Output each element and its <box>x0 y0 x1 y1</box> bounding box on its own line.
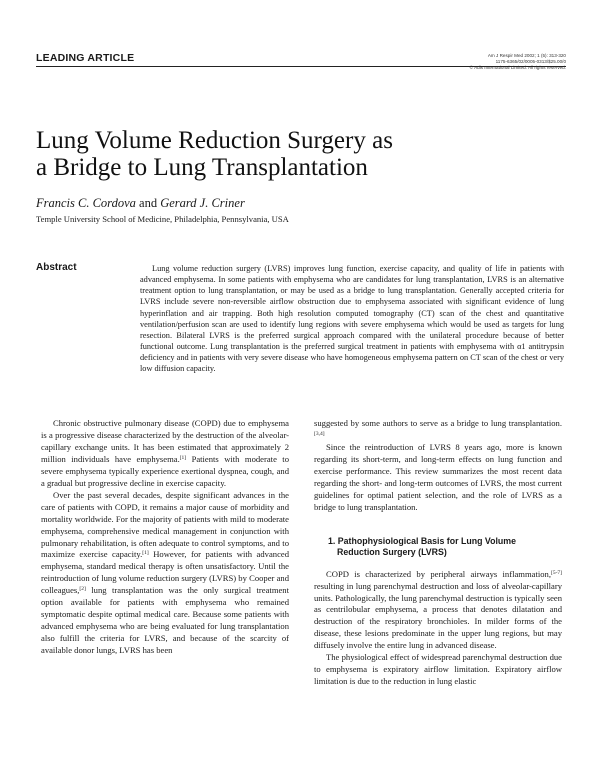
body-text: The physiological effect of widespread parenchymal destruction due to emphysema is expiratory airflow limitation. Expiratory airflow limitation is due to the reduction in lung elastic <box>314 652 562 687</box>
author-name: Gerard J. Criner <box>160 196 245 210</box>
journal-issn-line: 1175-6365/02/0005-0313/$25.00/0 <box>495 59 566 65</box>
header-rule <box>36 66 566 67</box>
body-paragraph <box>314 569 562 653</box>
section-heading-line: 1. Pathophysiological Basis for Lung Volume <box>328 535 517 546</box>
body-text: Over the past several decades, despite significant advances in the care of patients with COPD, it remains a major cause of morbidity and mortality worldwide. For the majority of patients with mild to moderate emphysema, comprehensive medical management in conjunction with pulmonary rehabilitation, is often adequate to control symptoms, and to maximize exercise capacity. <box>41 489 289 560</box>
body-paragraph <box>314 442 562 514</box>
body-paragraph <box>41 418 289 490</box>
title-line: Lung Volume Reduction Surgery as <box>36 127 393 154</box>
body-paragraph <box>41 490 289 657</box>
body-column-right <box>314 418 562 688</box>
body-text: Chronic obstructive pulmonary disease (COPD) due to emphysema is a progressive disease characterized by the destruction of the alveolar-capillary exchange units. It has been estimated that approximately 2 million individuals have emphysema. <box>41 418 289 464</box>
section-label: LEADING ARTICLE <box>36 52 135 64</box>
citation-ref[interactable]: [1] <box>142 550 149 557</box>
body-paragraph <box>314 418 562 442</box>
citation-ref[interactable]: [5-7] <box>551 569 562 576</box>
body-text: suggested by some authors to serve as a bridge to lung transplantation. <box>314 418 562 428</box>
article-title <box>36 127 576 181</box>
abstract-text: Lung volume reduction surgery (LVRS) improves lung function, exercise capacity, and quality of life in patients with advanced emphysema. In some patients with emphysema who are candidates for lung transplantation, LVRS is an alternative treatment option to lung transplantation, or may be used as a bridge to lung transplantation. Generally accepted criteria for LVRS include severe non-reversible airflow obstruction due to emphysema associated with significant evidence of lung hyperinflation and air trapping. Both high resolution computed tomography (CT) scan of the chest and quantitative ventilation/perfusion scan are used to identify lung regions with severe emphysema which would be used as targets for lung resection. Bilateral LVRS is the preferred surgical approach compared with the unilateral procedure because of better functional outcome. Lung transplantation is the preferred surgical treatment in patients with emphysema with α1 antitrypsin deficiency and in patients with very severe disease who have homogeneous emphysema pattern on CT scan of the chest or very low diffusion capacity. <box>140 264 564 374</box>
abstract-heading: Abstract <box>36 262 77 273</box>
section-heading <box>328 536 562 559</box>
copyright-line: © Adis International Limited. All rights reserved. <box>469 65 566 71</box>
body-paragraph <box>314 652 562 688</box>
journal-citation <box>470 53 566 72</box>
body-text: Since the reintroduction of LVRS 8 years ago, more is known regarding its short-term, and long-term effects on lung function and exercise performance. This review summarizes the most recent data regarding the short- and long-term outcomes of LVRS, the most current guidelines for optimal patient selection, and the role of LVRS as a bridge to lung transplantation. <box>314 441 562 512</box>
body-text: lung transplantation was the only surgical treatment option available for patients with emphysema who remained symptomatic despite optimal medical care. Because some patients with advanced emphysema who are being evaluated for lung transplantation also fulfill the criteria for LVRS, and because of the scarcity of available donor lungs, LVRS has been <box>41 585 289 656</box>
author-name: Francis C. Cordova <box>36 196 136 210</box>
citation-ref[interactable]: [3,4] <box>314 430 325 437</box>
title-line: a Bridge to Lung Transplantation <box>36 154 368 181</box>
body-text: Patients with moderate to severe emphysema typically experience exertional dyspnea, cough, and a gradual but progressive decline in exercise capacity. <box>41 453 289 488</box>
journal-citation-line: Am J Respir Med 2002; 1 (5): 313-320 <box>487 53 566 58</box>
authors <box>36 196 245 211</box>
body-text: resulting in lung parenchymal destruction and loss of alveolar-capillary units. Pathologically, the lung parenchymal destruction is typically seen as centrilobular emphysema, a process that denotes dilatation and destruction of the respiratory bronchioles. In milder forms of the disease, these lesions predominate in the upper lung regions, but may diffusely involve the entire lung in advanced disease. <box>314 580 562 651</box>
author-conjunction: and <box>139 196 158 210</box>
citation-ref[interactable]: [1] <box>179 454 187 461</box>
body-text: However, for patients with advanced emphysema, standard medical therapy is often unsatisfactory. Until the reintroduction of lung volume reduction surgery (LVRS) by Cooper and colleagues, <box>41 549 289 596</box>
section-heading-line: Reduction Surgery (LVRS) <box>337 547 447 558</box>
citation-ref[interactable]: [2] <box>79 586 86 593</box>
body-column-left <box>41 418 289 657</box>
body-text: COPD is characterized by peripheral airways inflammation, <box>326 568 551 579</box>
affiliation: Temple University School of Medicine, Philadelphia, Pennsylvania, USA <box>36 214 289 224</box>
